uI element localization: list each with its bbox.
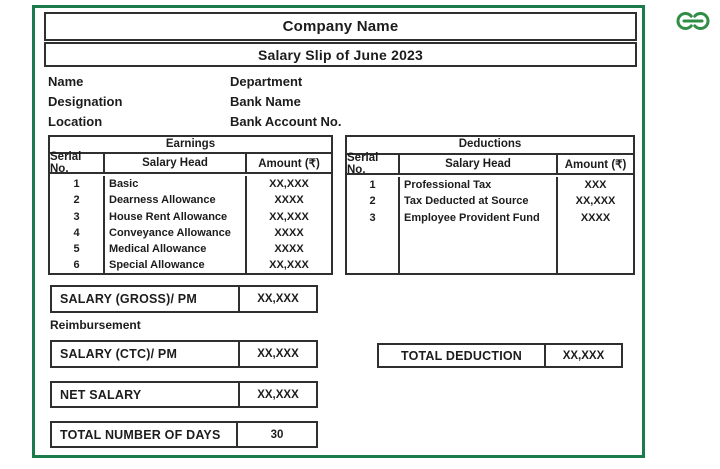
gross-salary-amount: XX,XXX	[257, 293, 299, 305]
label-bank-account: Bank Account No.	[230, 114, 342, 129]
total-days-amount: 30	[270, 428, 284, 441]
earnings-row-head: Conveyance Allowance	[109, 226, 231, 239]
earnings-row-serial: 6	[73, 259, 80, 272]
net-salary-amount: XX,XXX	[257, 388, 299, 401]
net-salary-box	[50, 381, 318, 408]
gross-salary-box	[50, 285, 318, 313]
deductions-row-serial: 1	[369, 179, 376, 191]
earnings-col-serial: Serial No.	[50, 154, 105, 172]
deductions-row-serial: 3	[369, 211, 376, 224]
earnings-table-title: Earnings	[50, 137, 331, 154]
ctc-salary-box	[50, 340, 318, 368]
total-deduction-amount: XX,XXX	[562, 349, 605, 362]
earnings-row-head: Basic	[109, 178, 139, 190]
label-bank-name: Bank Name	[230, 94, 301, 109]
deductions-row-amount: XX,XXX	[575, 195, 616, 208]
earnings-row-amount: XX,XXX	[269, 210, 309, 223]
deductions-column-headers	[347, 152, 633, 176]
total-deduction-label: TOTAL DEDUCTION	[379, 345, 546, 366]
earnings-row-head: Dearness Allowance	[109, 194, 216, 207]
deductions-col-head: Salary Head	[400, 155, 558, 173]
earnings-row-serial: 3	[73, 210, 80, 223]
earnings-table-body	[50, 174, 331, 274]
earnings-table	[48, 135, 333, 275]
earnings-row-amount: XXXX	[274, 226, 304, 239]
earnings-row-head: House Rent Allowance	[109, 210, 228, 223]
earnings-row-amount: XXXX	[274, 243, 304, 256]
label-department: Department	[230, 74, 303, 89]
reimbursement-label: Reimbursement	[50, 318, 141, 332]
deductions-table-body	[347, 175, 633, 273]
earnings-col-amount: Amount (₹)	[258, 158, 320, 170]
total-deduction-box	[377, 343, 623, 368]
earnings-col-head: Salary Head	[105, 154, 247, 172]
earnings-row-head: Medical Allowance	[109, 243, 207, 256]
earnings-row-amount: XX,XXX	[269, 178, 309, 190]
label-location: Location	[48, 114, 103, 129]
earnings-row-amount: XX,XXX	[269, 259, 309, 272]
deductions-table	[345, 135, 635, 275]
total-days-label: TOTAL NUMBER OF DAYS	[52, 423, 238, 446]
deductions-row-amount: XXXX	[580, 211, 611, 224]
ctc-salary-label: SALARY (CTC)/ PM	[52, 342, 240, 366]
deductions-row-head: Professional Tax	[404, 179, 492, 191]
slip-title: Salary Slip of June 2023	[44, 42, 637, 67]
geeksforgeeks-logo-icon	[672, 7, 714, 40]
earnings-row-serial: 5	[73, 243, 80, 256]
deductions-row-serial: 2	[369, 195, 376, 208]
deductions-row-head: Employee Provident Fund	[404, 211, 540, 224]
earnings-row-serial: 2	[73, 194, 80, 207]
net-salary-label: NET SALARY	[52, 383, 240, 406]
deductions-row-head: Tax Deducted at Source	[404, 195, 529, 208]
label-name: Name	[48, 74, 84, 89]
earnings-row-head: Special Allowance	[109, 259, 205, 272]
company-name-title: Company Name	[44, 12, 637, 41]
earnings-row-serial: 4	[73, 226, 80, 239]
label-designation: Designation	[48, 94, 123, 109]
gross-salary-label: SALARY (GROSS)/ PM	[52, 287, 240, 311]
ctc-salary-amount: XX,XXX	[257, 348, 299, 360]
deductions-col-amount: Amount (₹)	[564, 159, 627, 171]
earnings-row-amount: XXXX	[274, 194, 304, 207]
earnings-column-headers	[50, 151, 331, 175]
deductions-col-serial: Serial No.	[347, 155, 400, 173]
earnings-row-serial: 1	[73, 178, 80, 190]
total-days-box	[50, 421, 318, 448]
deductions-row-amount: XXX	[584, 179, 607, 191]
deductions-table-title: Deductions	[347, 137, 633, 155]
